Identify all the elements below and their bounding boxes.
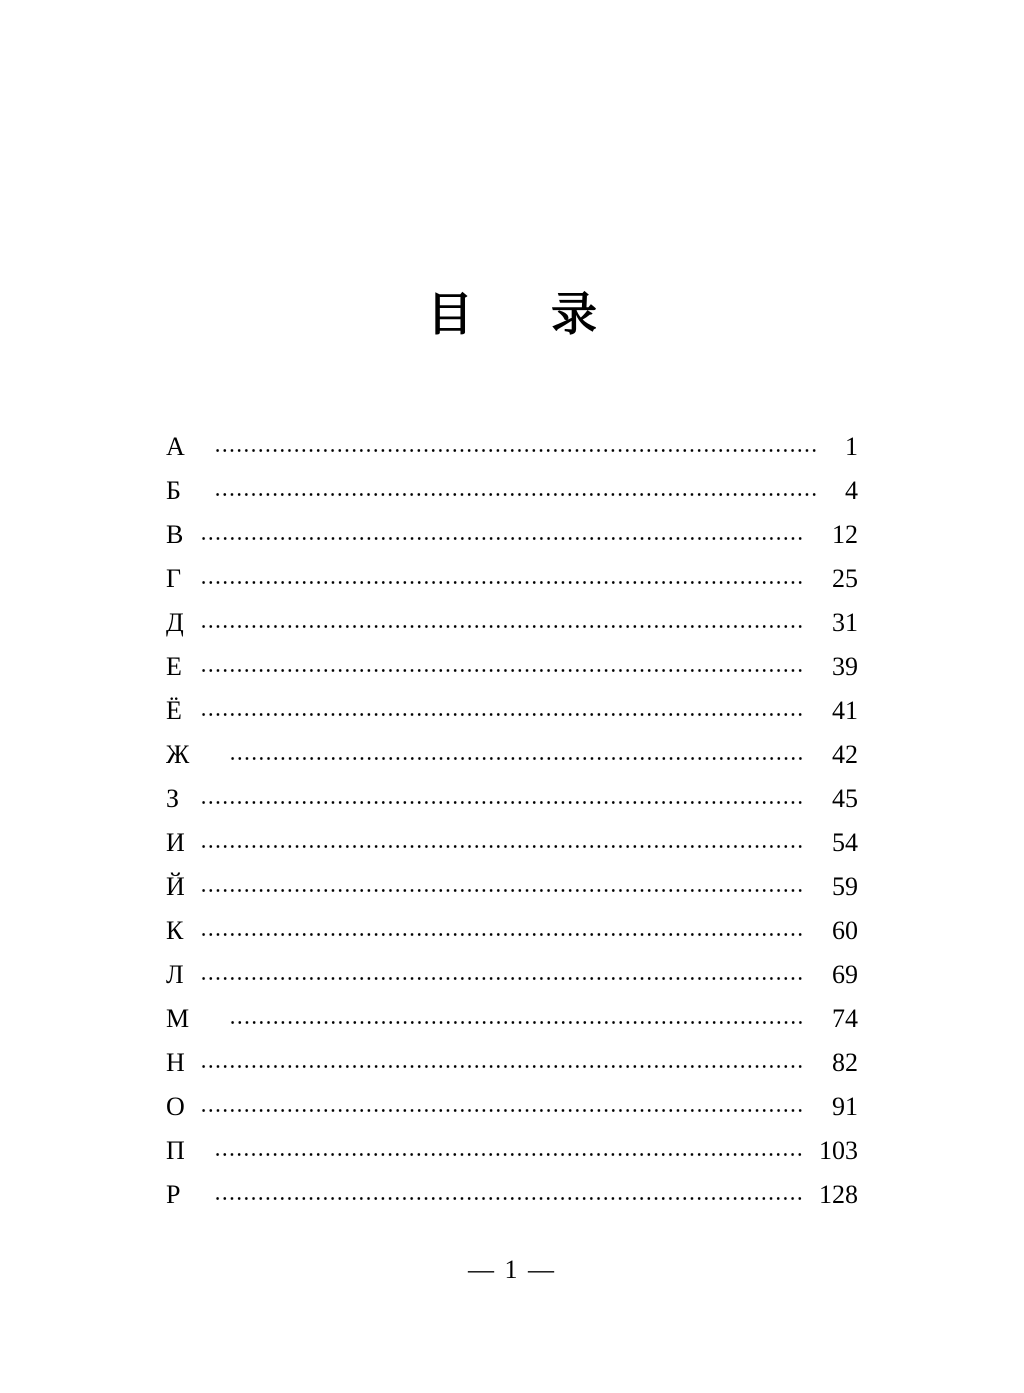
toc-leader xyxy=(229,757,804,760)
toc-row[interactable] xyxy=(166,557,858,601)
toc-letter: Н xyxy=(166,1048,185,1077)
toc-letter: Д xyxy=(166,608,184,637)
toc-row[interactable] xyxy=(166,1173,858,1217)
toc-page-number: 74 xyxy=(832,1004,858,1033)
toc-row[interactable] xyxy=(166,909,858,953)
toc-row[interactable] xyxy=(166,1041,858,1085)
toc-leader xyxy=(200,889,804,892)
toc-page-number: 12 xyxy=(832,520,858,549)
toc-row[interactable] xyxy=(166,821,858,865)
toc-leader xyxy=(229,1021,804,1024)
toc-page-number: 82 xyxy=(832,1048,858,1077)
toc-row[interactable] xyxy=(166,777,858,821)
toc-letter: М xyxy=(166,1004,190,1033)
toc-letter: В xyxy=(166,520,184,549)
toc-row[interactable] xyxy=(166,1085,858,1129)
toc-leader xyxy=(200,1065,804,1068)
toc-page-number: 4 xyxy=(845,476,858,505)
toc-leader xyxy=(200,713,804,716)
toc-page-number: 45 xyxy=(832,784,858,813)
toc-row[interactable] xyxy=(166,997,858,1041)
toc-letter: П xyxy=(166,1136,185,1165)
toc-page-number: 25 xyxy=(832,564,858,593)
toc-letter: Р xyxy=(166,1180,181,1209)
toc-leader xyxy=(200,1109,804,1112)
toc-leader xyxy=(200,977,804,980)
toc-letter: О xyxy=(166,1092,185,1121)
toc-page-number: 39 xyxy=(832,652,858,681)
toc-row[interactable] xyxy=(166,733,858,777)
toc-leader xyxy=(200,801,804,804)
toc-row[interactable] xyxy=(166,689,858,733)
toc-page-number: 59 xyxy=(832,872,858,901)
toc-page-number: 91 xyxy=(832,1092,858,1121)
toc-leader xyxy=(214,493,816,496)
toc-page-number: 31 xyxy=(832,608,858,637)
toc-page-number: 69 xyxy=(832,960,858,989)
toc-row[interactable] xyxy=(166,865,858,909)
toc-letter: З xyxy=(166,784,180,813)
toc-leader xyxy=(214,449,816,452)
toc-leader xyxy=(200,581,804,584)
toc-row[interactable] xyxy=(166,645,858,689)
toc-letter: К xyxy=(166,916,184,945)
toc-row[interactable] xyxy=(166,513,858,557)
toc-page-number: 128 xyxy=(819,1180,858,1209)
toc-letter: Й xyxy=(166,872,185,901)
table-of-contents xyxy=(166,425,858,1217)
toc-letter: А xyxy=(166,432,185,461)
toc-leader xyxy=(200,537,804,540)
toc-row[interactable] xyxy=(166,425,858,469)
toc-leader xyxy=(214,1197,802,1200)
toc-page-number: 1 xyxy=(845,432,858,461)
toc-row[interactable] xyxy=(166,469,858,513)
toc-leader xyxy=(200,669,804,672)
toc-row[interactable] xyxy=(166,1129,858,1173)
toc-row[interactable] xyxy=(166,953,858,997)
toc-letter: Л xyxy=(166,960,184,989)
toc-page-number: 60 xyxy=(832,916,858,945)
toc-letter: Е xyxy=(166,652,182,681)
toc-letter: И xyxy=(166,828,185,857)
toc-letter: Г xyxy=(166,564,182,593)
title-char-2: 录 xyxy=(551,287,597,341)
page-title xyxy=(0,284,1024,344)
toc-letter: Ё xyxy=(166,696,182,725)
toc-leader xyxy=(200,625,804,628)
toc-row[interactable] xyxy=(166,601,858,645)
toc-page-number: 41 xyxy=(832,696,858,725)
toc-page-number: 103 xyxy=(819,1136,858,1165)
toc-leader xyxy=(200,933,804,936)
page-footer-number: — 1 — xyxy=(468,1255,556,1284)
toc-leader xyxy=(200,845,804,848)
title-char-1: 目 xyxy=(427,287,473,341)
toc-letter: Ж xyxy=(166,740,190,769)
toc-page-number: 42 xyxy=(832,740,858,769)
toc-page-number: 54 xyxy=(832,828,858,857)
toc-letter: Б xyxy=(166,476,181,505)
toc-leader xyxy=(214,1153,802,1156)
